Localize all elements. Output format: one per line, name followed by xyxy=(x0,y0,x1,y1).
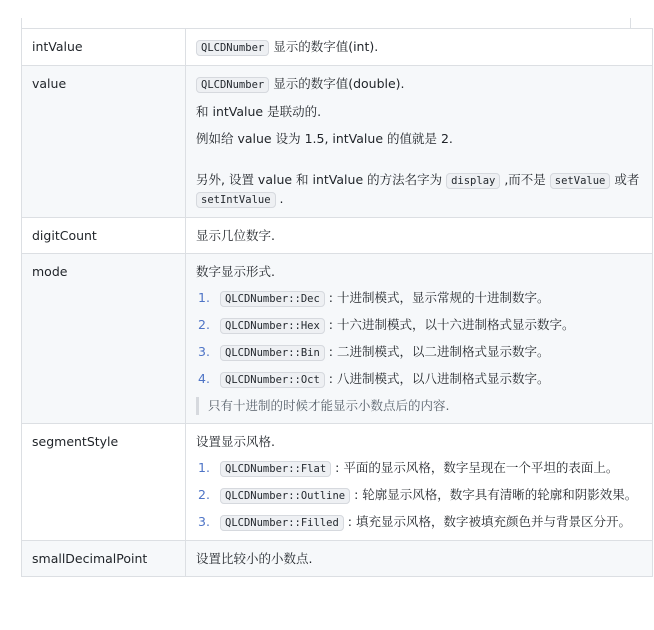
inline-code: setValue xyxy=(550,173,611,189)
property-description-cell xyxy=(186,66,653,218)
enum-list-item xyxy=(196,343,643,362)
property-name-cell xyxy=(22,66,186,218)
text-run: 另外, 设置 value 和 intValue 的方法名字为 xyxy=(196,172,447,187)
property-name-cell xyxy=(22,29,186,66)
property-table-wrapper xyxy=(21,18,640,577)
description-paragraph xyxy=(196,75,643,94)
property-name-cell xyxy=(22,541,186,577)
enum-list-item xyxy=(196,370,643,389)
enum-description: : 二进制模式，以二进制格式显示数字。 xyxy=(324,344,550,359)
property-name-cell xyxy=(22,218,186,254)
enum-code: QLCDNumber::Outline xyxy=(220,488,350,504)
description-intro: 数字显示形式. xyxy=(196,264,275,279)
enum-list-item xyxy=(196,513,643,532)
paragraph-spacer xyxy=(196,157,643,171)
inline-code: QLCDNumber xyxy=(196,77,269,93)
enum-description: : 轮廓显示风格，数字具有清晰的轮廓和阴影效果。 xyxy=(350,487,638,502)
description-paragraph xyxy=(196,171,643,209)
enum-description: : 十六进制模式，以十六进制格式显示数字。 xyxy=(324,317,575,332)
table-row xyxy=(22,254,653,424)
property-name: smallDecimalPoint xyxy=(32,551,148,566)
table-row xyxy=(22,424,653,541)
enum-code: QLCDNumber::Bin xyxy=(220,345,325,361)
list-number: 3. xyxy=(198,344,210,359)
text-run: 或者 xyxy=(610,172,640,187)
list-number: 1. xyxy=(198,290,210,305)
blockquote-note: 只有十进制的时候才能显示小数点后的内容. xyxy=(196,397,643,415)
list-number: 4. xyxy=(198,371,210,386)
property-name: intValue xyxy=(32,39,83,54)
property-description-cell xyxy=(186,254,653,424)
property-description-cell xyxy=(186,541,653,577)
enum-description: : 填充显示风格，数字被填充颜色并与背景区分开。 xyxy=(343,514,631,529)
table-row xyxy=(22,29,653,66)
enum-list-item xyxy=(196,459,643,478)
text-run: 和 intValue 是联动的. xyxy=(196,104,322,119)
list-number: 2. xyxy=(198,317,210,332)
enum-code: QLCDNumber::Filled xyxy=(220,515,344,531)
description-paragraph xyxy=(196,103,643,121)
table-row xyxy=(22,218,653,254)
property-name: mode xyxy=(32,264,68,279)
property-name: segmentStyle xyxy=(32,434,119,449)
text-run: 设置比较小的小数点. xyxy=(196,551,313,566)
enum-list xyxy=(196,289,643,389)
description-intro: 设置显示风格. xyxy=(196,434,275,449)
property-name-cell xyxy=(22,424,186,541)
property-description-cell xyxy=(186,29,653,66)
enum-code: QLCDNumber::Flat xyxy=(220,461,331,477)
property-description-cell xyxy=(186,424,653,541)
enum-code: QLCDNumber::Hex xyxy=(220,318,325,334)
text-run: ,而不是 xyxy=(500,172,550,187)
list-number: 1. xyxy=(198,460,210,475)
table-top-edge xyxy=(21,18,631,28)
text-run: 显示的数字值(double). xyxy=(269,76,405,91)
table-row xyxy=(22,541,653,577)
property-name: value xyxy=(32,76,67,91)
property-name-cell xyxy=(22,254,186,424)
inline-code: QLCDNumber xyxy=(196,40,269,56)
inline-code: display xyxy=(446,173,500,189)
property-table xyxy=(21,28,653,577)
table-row xyxy=(22,66,653,218)
enum-list xyxy=(196,459,643,532)
text-run: 例如给 value 设为 1.5, intValue 的值就是 2. xyxy=(196,131,453,146)
list-number: 3. xyxy=(198,514,210,529)
description-paragraph xyxy=(196,130,643,148)
property-description-cell xyxy=(186,218,653,254)
enum-list-item xyxy=(196,486,643,505)
text-run: . xyxy=(275,191,284,206)
enum-description: : 十进制模式，显示常规的十进制数字。 xyxy=(324,290,550,305)
text-run: 显示几位数字. xyxy=(196,228,275,243)
enum-list-item xyxy=(196,316,643,335)
enum-description: : 平面的显示风格，数字呈现在一个平坦的表面上。 xyxy=(331,460,619,475)
property-name: digitCount xyxy=(32,228,97,243)
list-number: 2. xyxy=(198,487,210,502)
inline-code: setIntValue xyxy=(196,192,276,208)
enum-list-item xyxy=(196,289,643,308)
enum-code: QLCDNumber::Dec xyxy=(220,291,325,307)
text-run: 显示的数字值(int). xyxy=(269,39,379,54)
enum-code: QLCDNumber::Oct xyxy=(220,372,325,388)
enum-description: : 八进制模式，以八进制格式显示数字。 xyxy=(324,371,550,386)
